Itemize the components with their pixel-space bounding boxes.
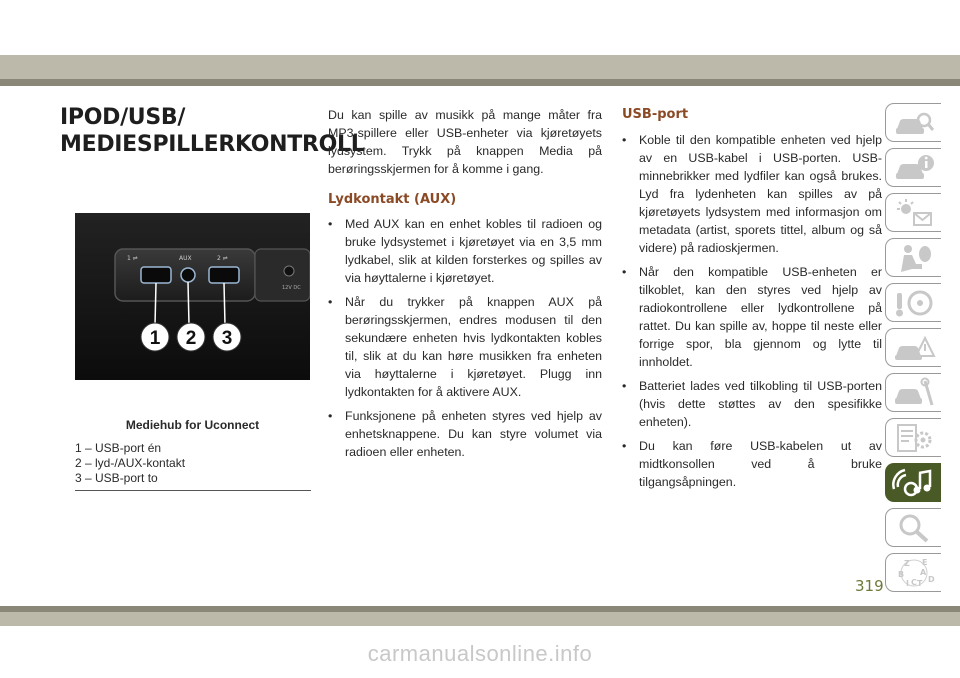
car-search-icon [892,107,936,139]
letter-a: A [919,567,926,577]
footer-band [0,612,960,626]
usb-heading: USB-port [622,107,689,122]
tab-car-info[interactable] [885,148,941,187]
car-hazard-icon [892,332,936,364]
list-item: • Når du trykker på knappen AUX på berøringsskjermen, endres modusen til den sekundære enheten hvis lydkontakten kobles til, slik at du kan høre musikken fra enheten via høyttalerne i kjøretøyet. Plugg inn lydkontakten for å aktivere AUX. [328,293,602,401]
specifications-gear-icon [892,422,936,454]
legend-item-1: 1 – USB-port én [75,441,162,455]
tab-multimedia[interactable] [885,463,941,502]
seat-airbag-icon [892,242,936,274]
letter-e: E [921,557,927,567]
usb-bullets [622,131,882,491]
alphabet-index-icon [892,557,936,589]
media-hub-photo [75,213,310,380]
tab-index[interactable] [885,508,941,547]
car-info-icon [892,152,936,184]
title-line-1: IPOD/USB/ [60,105,186,130]
list-item: • Koble til den kompatible enheten ved hjelp av en USB-kabel i USB-porten. USB-minnebrikker med lydfiler kan også brukes. Lyd fra lydenheten kan spilles av på kjøretøyets lydsystem med informasjon om metadata (artist, sporets tittel, album og så videre) på radioskjermen. [622,131,882,257]
svg-text:2 ⇌: 2 ⇌ [217,255,228,262]
letter-t: T [916,578,922,588]
header-band [0,55,960,79]
aux-panel-label: AUX [179,255,192,262]
intro-paragraph: Du kan spille av musikk på mange måter fra MP3-spillere eller USB-enheter via kjøretøyets lydsystem. Trykk på knappen Media på berøringsskjermen for å komme i gang. [328,108,602,176]
car-wrench-icon [892,377,936,409]
magnifier-icon [892,512,936,544]
title-line-2: MEDIESPILLERKONTROLL [60,132,365,157]
column-aux [328,106,602,467]
list-item: • Du kan føre USB-kabelen ut av midtkonsollen ved å bruke tilgangsåpningen. [622,437,882,491]
warning-light-message-icon [892,197,936,229]
list-item: • Batteriet lades ved tilkobling til USB-porten (hvis dette støttes av den spesifikke enheten). [622,377,882,431]
svg-text:12V DC: 12V DC [282,285,301,291]
tab-starting[interactable] [885,283,941,322]
legend-item-3: 3 – USB-port to [75,471,158,485]
aux-bullets [328,215,602,461]
letter-z: Z [903,558,910,568]
media-hub-illustration [75,213,310,380]
column-usb [622,106,882,497]
steering-wheel-key-icon [892,287,936,319]
header-rule [0,79,960,86]
callout-1: 1 [149,328,161,349]
figure-caption: Mediehub for Uconnect [125,418,260,432]
chapter-tabs [885,103,941,598]
tab-alphabet[interactable] [885,553,941,592]
tab-car-search[interactable] [885,103,941,142]
figure-legend [75,441,310,486]
tab-safety[interactable] [885,238,941,277]
list-item: • Med AUX kan en enhet kobles til radioen og bruke lydsystemet i kjøretøyet via en 3,5 mm lydkabel, slik at kilden forsterkes og spilles av via høyttalerne i kjøretøyet. [328,215,602,287]
page-number: 319 [855,577,884,595]
multimedia-icon [892,467,936,499]
top-margin [0,0,960,55]
list-item: • Funksjonene på enheten styres ved hjelp av enhetsknappene. Du kan styre volumet via radioen eller enheten. [328,407,602,461]
callout-2: 2 [185,328,197,349]
tab-servicing[interactable] [885,373,941,412]
letter-i: I [905,578,909,588]
letter-d: D [927,574,935,584]
tab-emergency[interactable] [885,328,941,367]
legend-item-2: 2 – lyd-/AUX-kontakt [75,456,186,470]
tab-warning-lights[interactable] [885,193,941,232]
page-title [60,104,364,158]
list-item: • Når den kompatible USB-enheten er tilkoblet, kan den styres ved hjelp av radiokontrollene eller lydkontrollene på rattet. Du kan spille av, hoppe til neste eller forrige spor, bla gjennom og lytte til innholdet. [622,263,882,371]
svg-text:1 ⇌: 1 ⇌ [127,255,138,262]
callout-3: 3 [221,328,233,349]
legend-rule [75,490,311,491]
aux-heading: Lydkontakt (AUX) [328,192,457,207]
watermark: carmanualsonline.info [367,641,593,666]
letter-c: C [910,577,917,587]
letter-b: B [897,569,904,579]
tab-specifications[interactable] [885,418,941,457]
